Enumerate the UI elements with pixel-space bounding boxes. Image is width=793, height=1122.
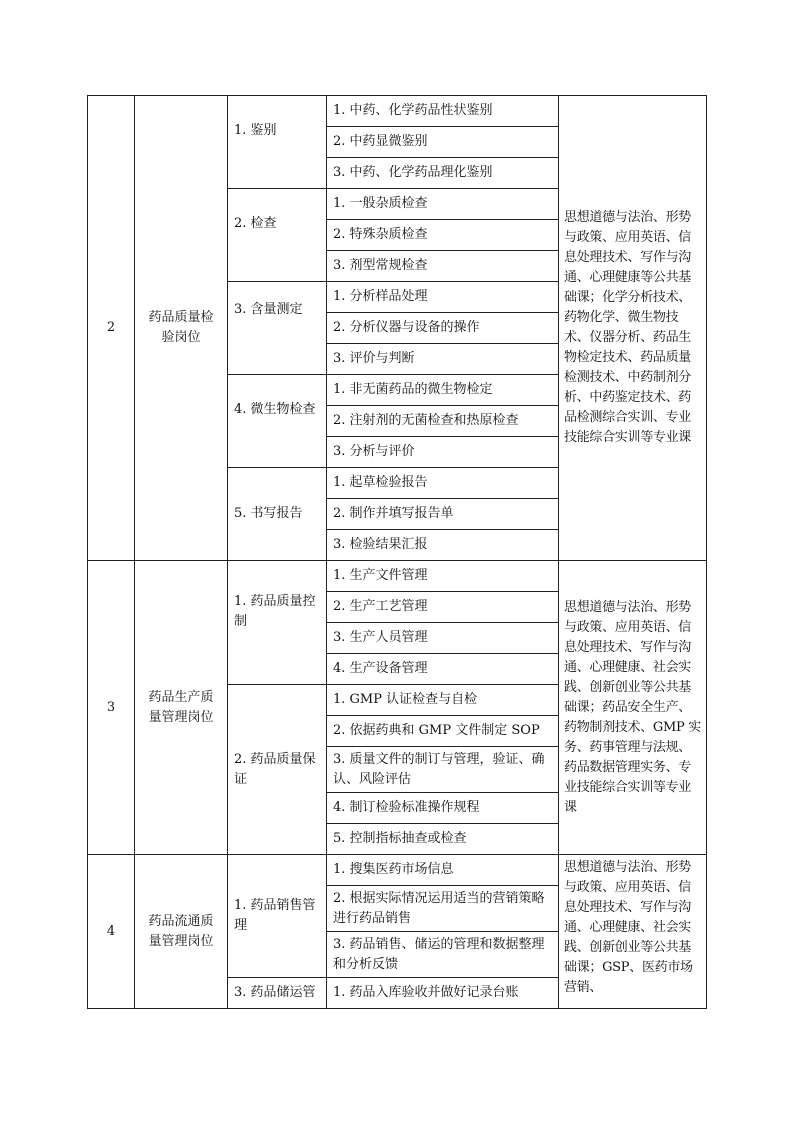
task-item: 2. 根据实际情况运用适当的营销策略进行药品销售	[327, 886, 559, 932]
course-list	[559, 96, 707, 561]
task-item: 3. 药品销售、储运的管理和数据整理和分析反馈	[327, 932, 559, 978]
task-item: 1. 搜集医药市场信息	[327, 855, 559, 886]
post-name	[135, 561, 228, 855]
task-item: 3. 剂型常规检查	[327, 251, 559, 282]
task-item: 3. 质量文件的制订与管理，验证、确认、风险评估	[327, 747, 559, 793]
task-name	[228, 96, 327, 189]
course-list-text: 思想道德与法治、形势与政策、应用英语、信息处理技术、写作与沟通、心理健康、社会实践、创新创业等公共基础课；GSP、医药市场营销、	[564, 860, 693, 995]
task-name	[228, 978, 327, 1009]
task-item: 4. 制订检验标准操作规程	[327, 793, 559, 824]
task-item: 1. 分析样品处理	[327, 282, 559, 313]
course-list	[559, 855, 707, 1009]
task-item: 2. 生产工艺管理	[327, 592, 559, 623]
task-item: 3. 评价与判断	[327, 344, 559, 375]
task-item: 3. 分析与评价	[327, 437, 559, 468]
task-name-text: 2. 药品质量保证	[234, 751, 316, 787]
task-name-text: 5. 书写报告	[234, 506, 303, 521]
task-name-text: 3. 含量测定	[234, 302, 303, 317]
post-name-text: 药品生产质量管理岗位	[148, 689, 214, 725]
task-name	[228, 189, 327, 282]
course-list-text: 思想道德与法治、形势与政策、应用英语、信息处理技术、写作与沟通、心理健康等公共基础课；化学分析技术、药物化学、微生物技术、仪器分析、药品生物检定技术、药品质量检测技术、中药制剂分析、中药鉴定技术、药品检测综合实训、专业技能综合实训等专业课	[564, 210, 692, 445]
task-item: 2. 特殊杂质检查	[327, 220, 559, 251]
task-name-text: 3. 药品储运管	[234, 985, 316, 1000]
task-name-text: 4. 微生物检查	[234, 402, 316, 417]
task-item: 3. 生产人员管理	[327, 623, 559, 654]
post-name	[135, 96, 228, 561]
task-name-text: 1. 药品销售管理	[234, 898, 316, 933]
task-name-text: 1. 药品质量控制	[234, 594, 316, 629]
task-item: 1. 起草检验报告	[327, 468, 559, 499]
task-item: 1. 生产文件管理	[327, 561, 559, 592]
task-name	[228, 468, 327, 561]
course-list	[559, 561, 707, 855]
task-item: 2. 注射剂的无菌检查和热原检查	[327, 406, 559, 437]
task-item: 1. 药品入库验收并做好记录台账	[327, 978, 559, 1009]
task-name	[228, 561, 327, 685]
row-number: 2	[88, 96, 135, 561]
task-item: 1. 中药、化学药品性状鉴别	[327, 96, 559, 127]
post-name-text: 药品流通质量管理岗位	[148, 913, 214, 949]
post-name-text: 药品质量检验岗位	[148, 310, 214, 345]
curriculum-table	[87, 95, 707, 1009]
post-name	[135, 855, 228, 1009]
course-list-text: 思想道德与法治、形势与政策、应用英语、信息处理技术、写作与沟通、心理健康、社会实践、创新创业等公共基础课；药品安全生产、药物制剂技术、GMP 实务、药事管理与法规、药品数据管理实务、专业技能综合实训等专业课	[564, 599, 701, 815]
task-item: 2. 分析仪器与设备的操作	[327, 313, 559, 344]
task-item: 2. 制作并填写报告单	[327, 499, 559, 530]
task-item: 3. 检验结果汇报	[327, 530, 559, 561]
task-item: 2. 中药显微鉴别	[327, 127, 559, 158]
task-item: 1. 一般杂质检查	[327, 189, 559, 220]
task-name	[228, 855, 327, 978]
task-item: 1. 非无菌药品的微生物检定	[327, 375, 559, 406]
task-item: 3. 中药、化学药品理化鉴别	[327, 158, 559, 189]
task-item: 5. 控制指标抽查或检查	[327, 824, 559, 855]
task-name	[228, 685, 327, 855]
row-number: 3	[88, 561, 135, 855]
row-number: 4	[88, 855, 135, 1009]
task-name	[228, 282, 327, 375]
task-name	[228, 375, 327, 468]
task-name-text: 2. 检查	[234, 216, 277, 231]
task-item: 1. GMP 认证检查与自检	[327, 685, 559, 716]
task-item: 4. 生产设备管理	[327, 654, 559, 685]
task-name-text: 1. 鉴别	[234, 123, 277, 138]
task-item: 2. 依据药典和 GMP 文件制定 SOP	[327, 716, 559, 747]
